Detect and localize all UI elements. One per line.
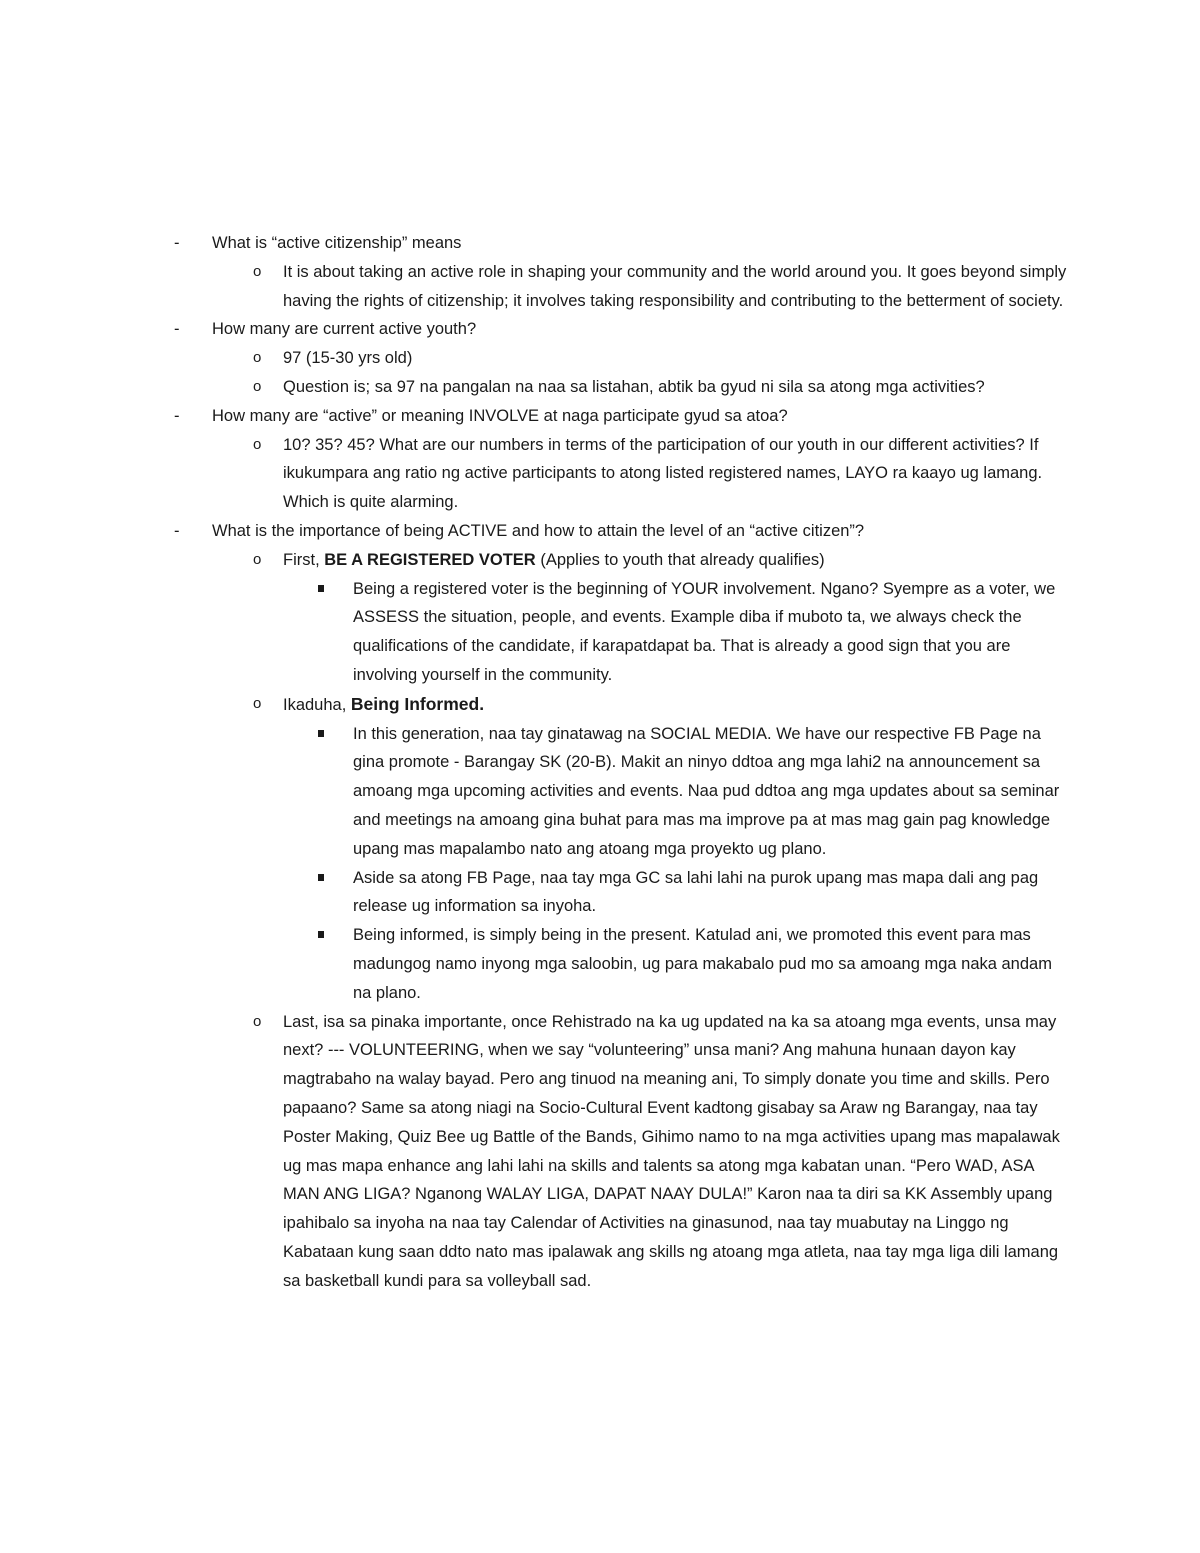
answer-item [244,431,1074,517]
circle-bullet: o [253,262,262,280]
square-bullet [318,874,324,881]
question-text: What is “active citizenship” means [212,234,462,252]
answer-item [244,258,1074,316]
step-item [244,546,1074,575]
step-heading: BE A REGISTERED VOTER [324,550,536,569]
point-text: In this generation, naa tay ginatawag na SOCIAL MEDIA. We have our respective FB Page na gina promote - Barangay SK (20-B). Makit an ninyo ddtoa ang mga lahi2 na announcement sa amoang mga upcoming activities and events. Naa pud ddtoa ang mga updates about sa seminar and meetings na amoang gina buhat para mas ma improve pa at mas mag gain pag knowledge upang mas mapalambo nato ang atoang mga proyekto ug plano. [353,724,1060,858]
answer-text: It is about taking an active role in shaping your community and the world around you. It goes beyond simply having the rights of citizenship; it involves taking responsibility and contributing to the betterment of society. [283,262,1067,310]
circle-bullet: o [253,377,262,395]
outline-list [174,229,1074,1295]
point-text: Aside sa atong FB Page, naa tay mga GC sa lahi lahi na purok upang mas mapa dali ang pag release ug information sa inyoha. [353,868,1039,916]
point-item [314,575,1074,690]
question-text: What is the importance of being ACTIVE and how to attain the level of an “active citizen”? [212,521,865,540]
question-text: How many are “active” or meaning INVOLVE at naga participate gyud sa atoa? [212,406,788,425]
step-heading: Being Informed. [350,693,485,714]
circle-bullet: o [253,550,262,568]
answer-text: 10? 35? 45? What are our numbers in terms of the participation of our youth in our different activities? If ikukumpara ang ratio ng active participants to atong listed registered names, LAYO ra kaayo ug lamang. Which is quite alarming. [283,435,1043,512]
answer-item [244,344,1074,373]
outline-item [174,517,1074,546]
point-item [314,720,1074,864]
step-suffix: (Applies to youth that already qualifies) [535,550,825,569]
question-text: How many are current active youth? [212,320,477,339]
circle-bullet: o [253,435,262,453]
outline-item [174,315,1074,344]
square-bullet [318,931,324,938]
square-bullet [318,730,324,737]
circle-bullet: o [253,694,262,712]
dash-bullet: - [174,234,180,252]
point-item [314,864,1074,922]
outline-item [174,229,1074,258]
dash-bullet: - [174,406,180,425]
step-prefix: Ikaduha, [283,695,351,714]
square-bullet [318,585,324,592]
circle-bullet: o [253,349,262,367]
answer-text: 97 (15-30 yrs old) [283,349,413,368]
dash-bullet: - [174,521,180,540]
outline-item [174,402,1074,431]
step-item [244,1008,1074,1296]
answer-text: Question is; sa 97 na pangalan na naa sa listahan, abtik ba gyud ni sila sa atong mga activities? [283,377,985,396]
answer-item [244,373,1074,402]
circle-bullet: o [253,1012,262,1030]
dash-bullet: - [174,320,180,339]
point-text: Being a registered voter is the beginning of YOUR involvement. Ngano? Syempre as a voter, we ASSESS the situation, people, and events. Example diba if muboto ta, we always check the qualifications of the candidate, if karapatdapat ba. That is already a good sign that you are involving yourself in the community. [353,579,1056,684]
step-prefix: First, [283,550,325,569]
point-text: Being informed, is simply being in the present. Katulad ani, we promoted this event para mas madungog namo inyong mga saloobin, ug para makabalo pud mo sa amoang mga naka andam na plano. [353,926,1052,1002]
step-text: Last, isa sa pinaka importante, once Rehistrado na ka ug updated na ka sa atoang mga events, unsa may next? --- VOLUNTEERING, when we say “volunteering” unsa mani? Ang mahuna hunaan dayon kay magtrabaho na walay bayad. Pero ang tinuod na meaning ani, To simply donate you time and skills. Pero papaano? Same sa atong niagi na Socio-Cultural Event kadtong gisabay sa Araw ng Barangay, naa tay Poster Making, Quiz Bee ug Battle of the Bands, Gihimo namo to na mga activities upang mas mapalawak ug mas mapa enhance ang lahi lahi na skills and talents sa atong mga kabatan unan. “Pero WAD, ASA MAN ANG LIGA? Nganong WALAY LIGA, DAPAT NAAY DULA!” Karon naa ta diri sa KK Assembly upang ipahibalo sa inyoha na naa tay Calendar of Activities na ginasunod, naa tay muabutay na Linggo ng Kabataan kung saan ddto nato mas ipalawak ang skills ng atoang mga atleta, naa tay mga liga dili lamang sa basketball kundi para sa volleyball sad. [283,1012,1060,1290]
point-item [314,921,1074,1007]
step-item [244,690,1074,720]
